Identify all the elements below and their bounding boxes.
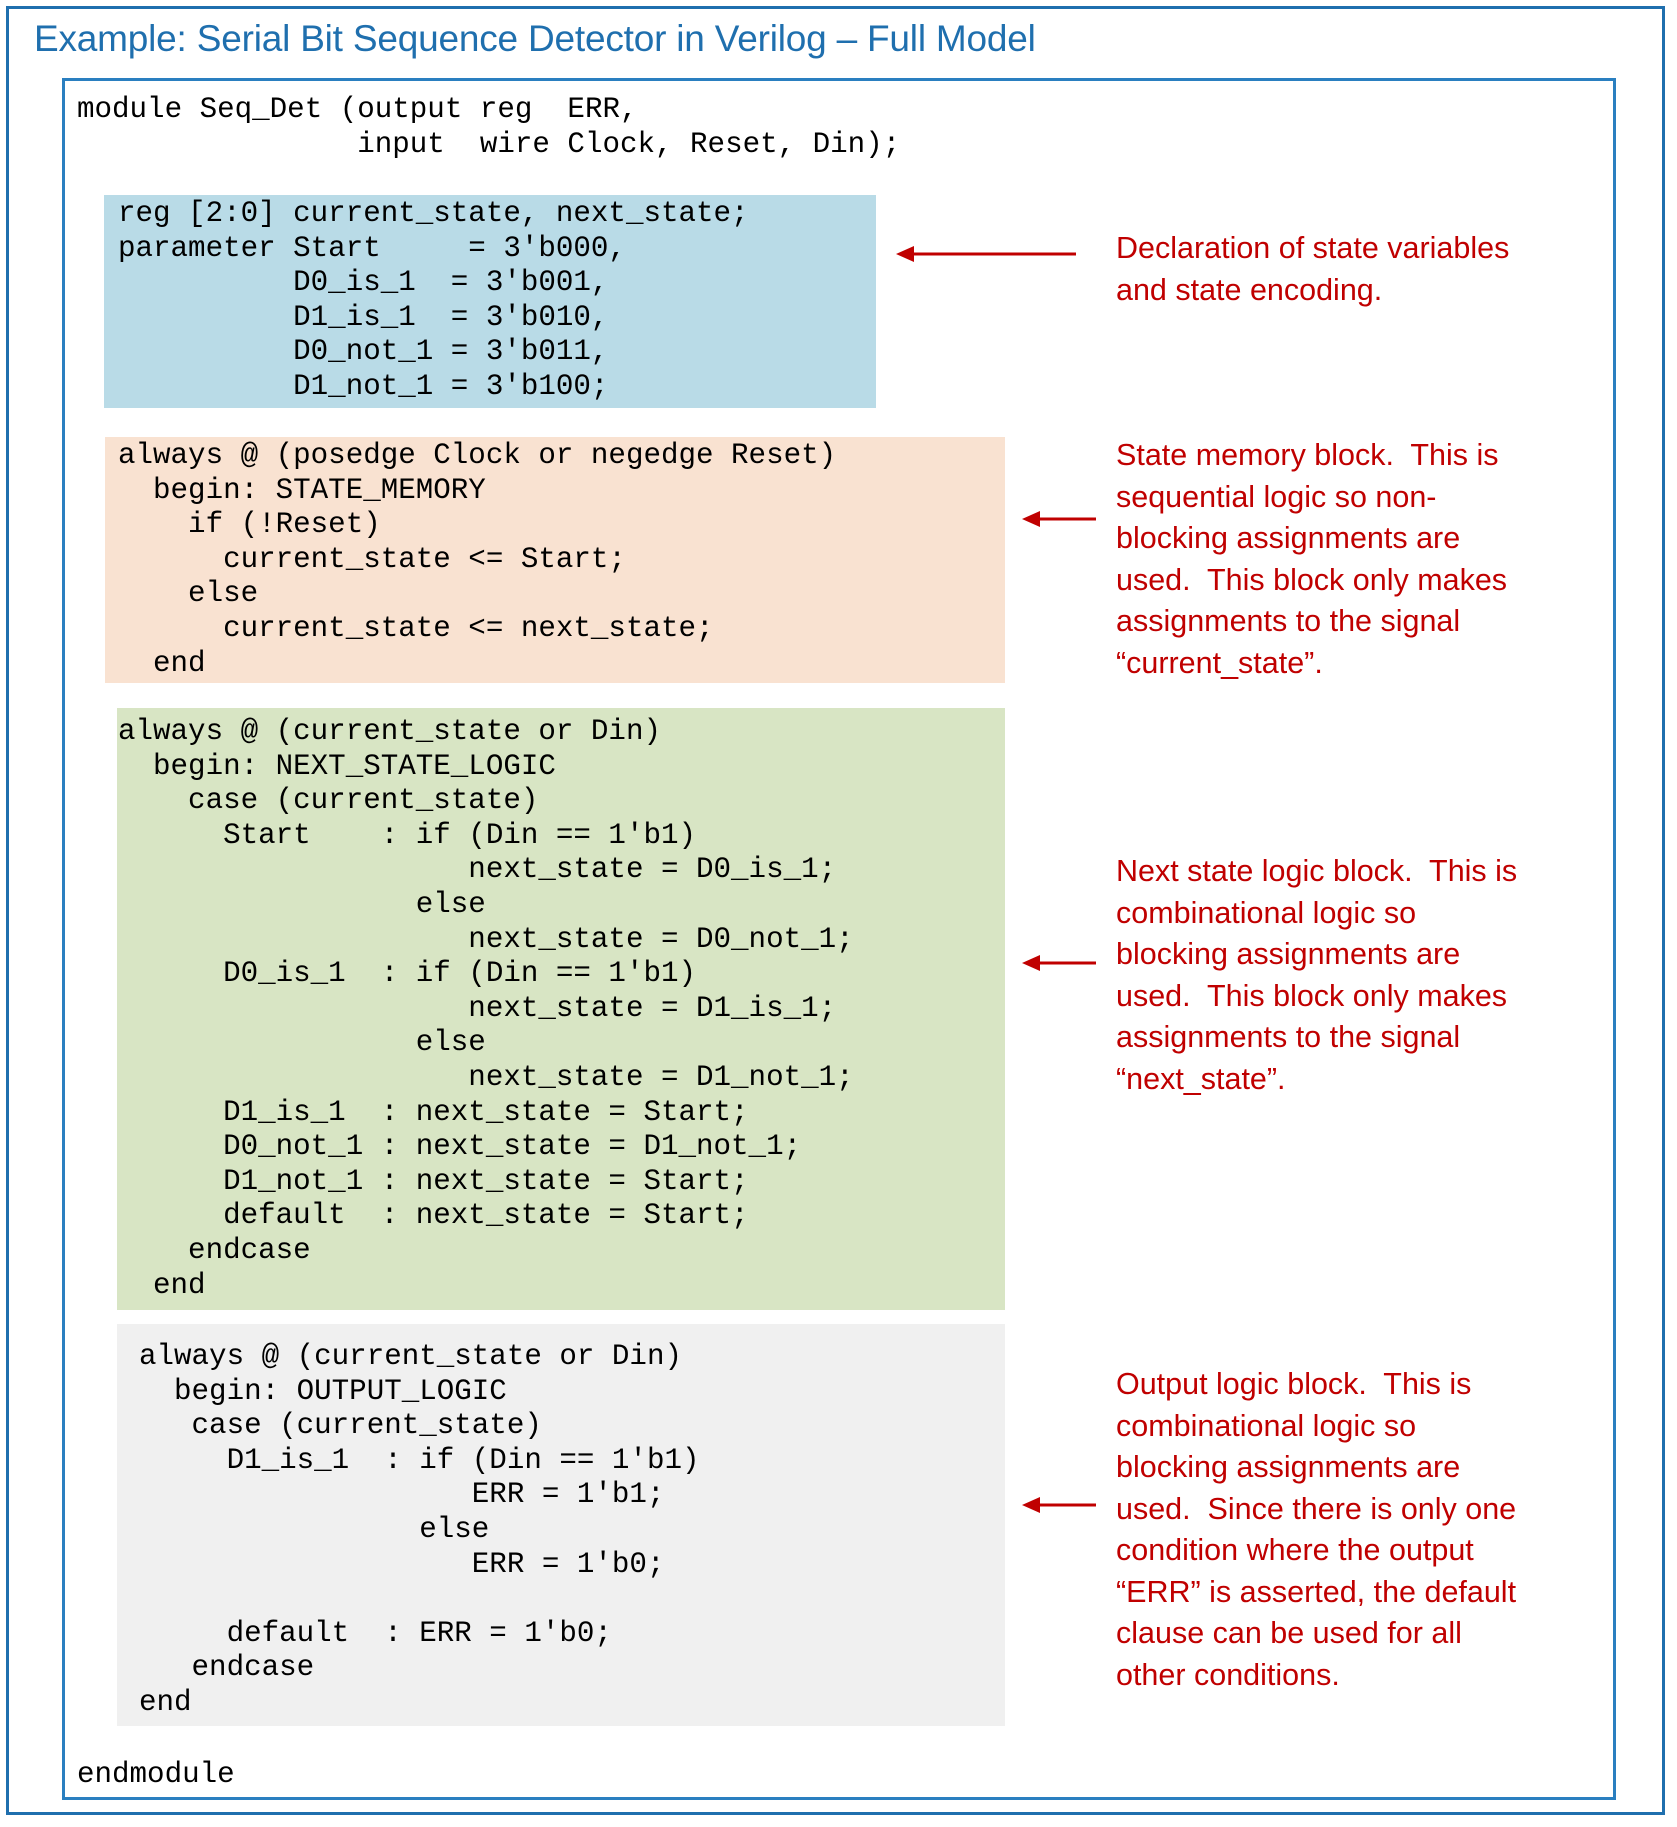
module-footer-code: endmodule <box>77 1758 235 1791</box>
arrow-left-icon <box>1022 508 1098 530</box>
page-title: Example: Serial Bit Sequence Detector in Verilog – Full Model <box>34 18 1036 59</box>
declaration-code: reg [2:0] current_state, next_state; parameter Start = 3'b000, D0_is_1 = 3'b001, D1_is_1 = 3'b010, D0_not_1 = 3'b011, D1_not_1 = 3'b100; <box>118 197 749 403</box>
module-header-code: module Seq_Det (output reg ERR, input wire Clock, Reset, Din); <box>77 93 901 161</box>
arrow-left-icon <box>896 243 1078 265</box>
arrow-left-icon <box>1022 952 1098 974</box>
arrow-left-icon <box>1022 1494 1098 1516</box>
next-state-logic-code: always @ (current_state or Din) begin: NEXT_STATE_LOGIC case (current_state) Start : if (Din == 1'b1) next_state = D0_is_1; else next_state = D0_not_1; D0_is_1 : if (Din == 1'b1) next_state = D1_is_1; else next_state = D1_not_1; D1_is_1 : next_state = Start; D0_not_1 : next_state = D1_not_1; D1_not_1 : next_state = Start; default : next_state = Start; endcase end <box>118 715 854 1302</box>
annotation-state-memory: State memory block. This is sequential logic so non- blocking assignments are used. This block only makes assignments to the signal “current_state”. <box>1116 438 1508 680</box>
annotation-output-logic: Output logic block. This is combinational logic so blocking assignments are used. Since there is only one condition where the output “ERR” is asserted, the default clause can be used for all other conditions. <box>1116 1367 1517 1692</box>
output-logic-code: always @ (current_state or Din) begin: OUTPUT_LOGIC case (current_state) D1_is_1 : if (Din == 1'b1) ERR = 1'b1; else ERR = 1'b0; default : ERR = 1'b0; endcase end <box>139 1340 700 1719</box>
annotation-next-state: Next state logic block. This is combinational logic so blocking assignments are used. This block only makes assignments to the signal “next_state”. <box>1116 854 1518 1096</box>
annotation-declaration: Declaration of state variables and state encoding. <box>1116 231 1510 307</box>
state-memory-code: always @ (posedge Clock or negedge Reset) begin: STATE_MEMORY if (!Reset) current_state <= Start; else current_state <= next_state; end <box>118 439 837 680</box>
